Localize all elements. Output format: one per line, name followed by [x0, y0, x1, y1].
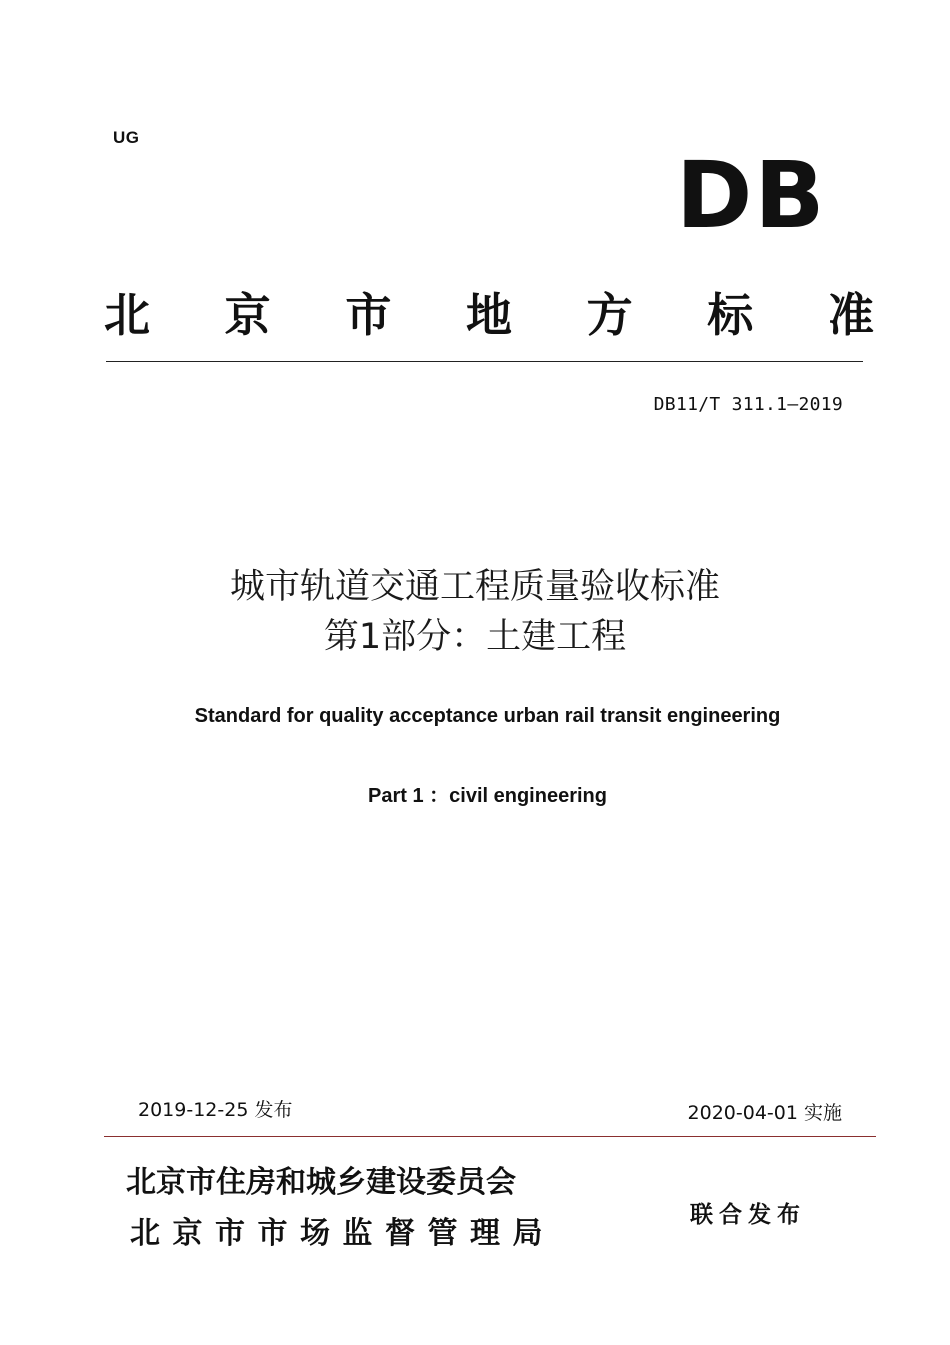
header-divider [106, 361, 863, 362]
standard-type-char: 方 [586, 288, 633, 342]
chinese-title-line1: 城市轨道交通工程质量验收标准 [229, 567, 720, 607]
standard-type-char: 地 [465, 288, 512, 342]
standard-number: DB11/T 311.1—2019 [653, 394, 843, 415]
english-title-line2: Part 1 ：civil engineering [368, 785, 607, 807]
standard-type-char: 准 [827, 288, 874, 342]
standard-type-char: 京 [224, 288, 271, 342]
chinese-title-line2: 第1部分：土建工程 [323, 617, 627, 657]
english-title-line1: Standard for quality acceptance urban rail transit engineering [194, 705, 781, 727]
standard-type-title [104, 288, 874, 342]
ics-code: UG [113, 128, 140, 147]
standard-type-char: 北 [104, 288, 150, 342]
effective-date: 2020-04-01 实施 [687, 1102, 842, 1124]
standard-mark: DB [676, 142, 827, 249]
footer-divider [104, 1136, 876, 1137]
standard-type-char: 市 [345, 288, 392, 342]
joint-issue-label: 联合发布 [690, 1202, 806, 1228]
issuer-line1: 北京市住房和城乡建设委员会 [126, 1165, 516, 1200]
standard-type-char: 标 [707, 288, 754, 342]
issue-date: 2019-12-25 发布 [138, 1099, 293, 1121]
issuer-line2: 北京市市场监督管理局 [130, 1216, 555, 1251]
